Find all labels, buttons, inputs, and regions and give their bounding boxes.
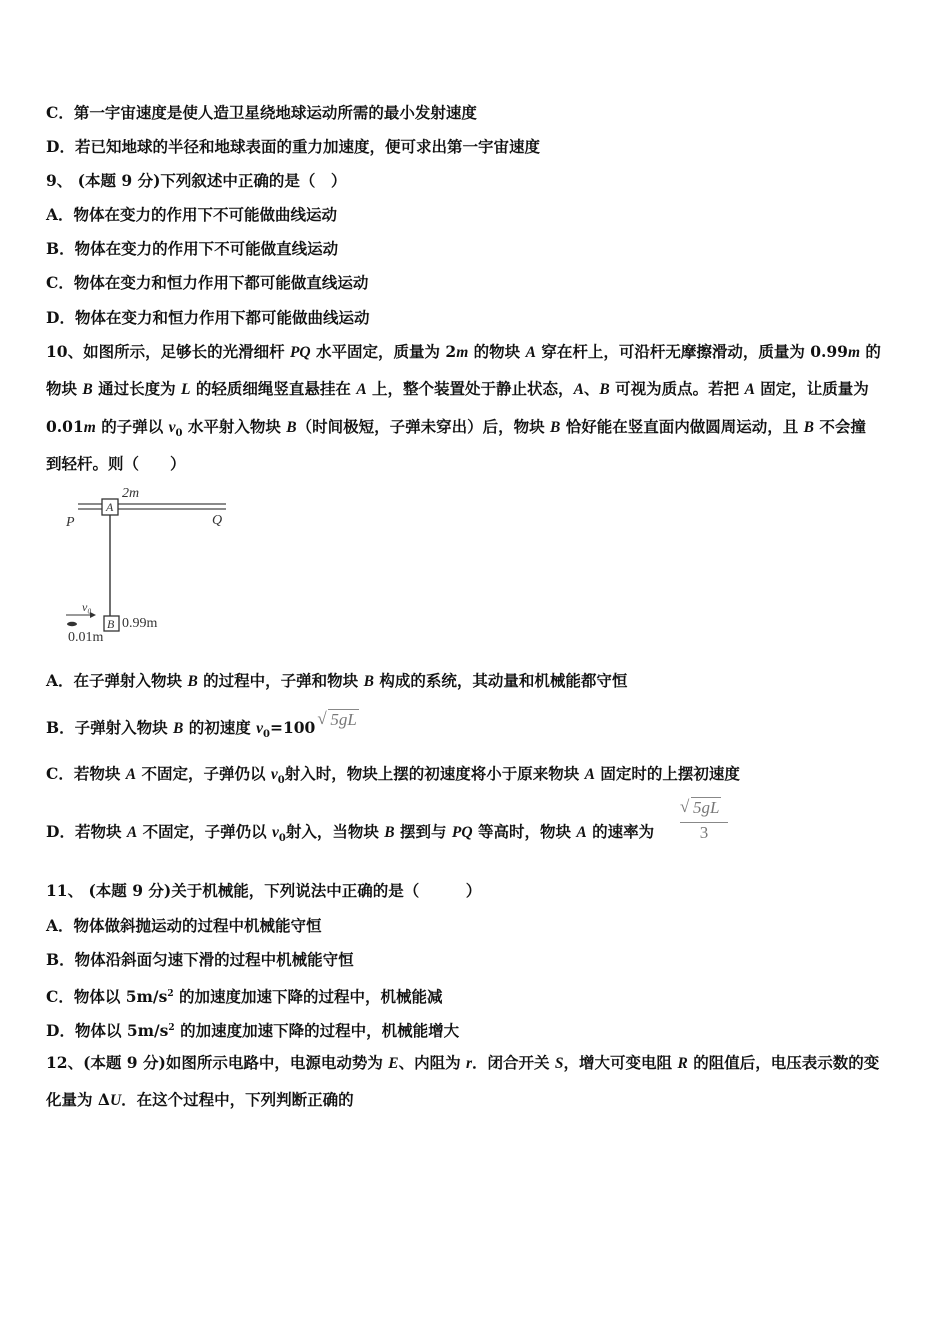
question-11-option-c: C．物体以 $5m/s^2$ 的加速度加速下降的过程中，机械能减	[46, 987, 443, 1007]
label-p: P	[66, 515, 75, 530]
question-10-option-b: B．子弹射入物块 B 的初速度 $v_0=100$ √ 5gL	[46, 709, 357, 741]
question-12-stem-line2: 化量为 ΔU．在这个过程中，下列判断正确的	[46, 1090, 354, 1109]
label-q: Q	[212, 513, 223, 528]
bullet	[67, 622, 77, 626]
question-10-option-d: D．若物块 A 不固定，子弹仍以 $v_0$射入，当物块 B 摆到与 PQ 等高时，物块 A 的速率为	[46, 822, 655, 845]
option-d-cosmic: D．若已知地球的半径和地球表面的重力加速度，便可求出第一宇宙速度	[46, 137, 540, 156]
question-11-option-a: A．物体做斜抛运动的过程中机械能守恒	[46, 916, 322, 935]
sqrt-5gl: √ 5gL	[317, 709, 357, 729]
label-2m: 2m	[122, 486, 140, 501]
label-0-01m: 0.01m	[68, 630, 104, 645]
question-11-option-d: D．物体以 $5m/s^2$ 的加速度加速下降的过程中，机械能增大	[46, 1021, 460, 1041]
fraction-sqrt5gl-over-3: √ 5gL 3	[680, 797, 728, 843]
question-9-option-c: C．物体在变力和恒力作用下都可能做直线运动	[46, 273, 369, 292]
question-12-stem-line1: 12、(本题 9 分)如图所示电路中，电源电动势为 E、内阻为 r．闭合开关 S，增大可变电阻 R 的阻值后，电压表示数的变	[46, 1053, 880, 1072]
question-9-option-b: B．物体在变力的作用下不可能做直线运动	[46, 239, 339, 258]
question-10-stem-line1: 10、如图所示，足够长的光滑细杆 PQ 水平固定，质量为 2m 的物块 A 穿在杆上，可沿杆无摩擦滑动，质量为 0.99m 的	[46, 342, 881, 361]
label-0-99m: 0.99m	[122, 616, 158, 631]
question-11-stem: 11、 (本题 9 分)关于机械能，下列说法中正确的是（ ）	[46, 881, 482, 900]
question-10-stem-line4: 到轻杆。则（ ）	[46, 454, 186, 473]
question-9-option-a: A．物体在变力的作用下不可能做曲线运动	[46, 205, 338, 224]
question-10-stem-line2: 物块 B 通过长度为 L 的轻质细绳竖直悬挂在 A 上，整个装置处于静止状态，A、B 可视为质点。若把 A 固定，让质量为	[46, 379, 869, 398]
option-c-cosmic: C．第一宇宙速度是使人造卫星绕地球运动所需的最小发射速度	[46, 103, 477, 122]
label-v0: v₀	[82, 600, 92, 614]
question-9-option-d: D．物体在变力和恒力作用下都可能做曲线运动	[46, 308, 370, 327]
label-a: A	[106, 500, 114, 514]
question-10-option-a: A．在子弹射入物块 B 的过程中，子弹和物块 B 构成的系统，其动量和机械能都守恒	[46, 671, 628, 690]
label-b: B	[107, 617, 115, 631]
question-10-stem-line3: 0.01m 的子弹以 $v_0$ 水平射入物块 B（时间极短，子弹未穿出）后，物块 B 恰好能在竖直面内做圆周运动，且 B 不会撞	[46, 417, 866, 440]
question-9-stem: 9、 (本题 9 分)下列叙述中正确的是（ ）	[46, 171, 347, 190]
question-11-option-b: B．物体沿斜面匀速下滑的过程中机械能守恒	[46, 950, 354, 969]
question-10-figure	[60, 485, 240, 650]
question-10-option-c: C．若物块 A 不固定，子弹仍以 $v_0$射入时，物块上摆的初速度将小于原来物块 A 固定时的上摆初速度	[46, 764, 740, 787]
